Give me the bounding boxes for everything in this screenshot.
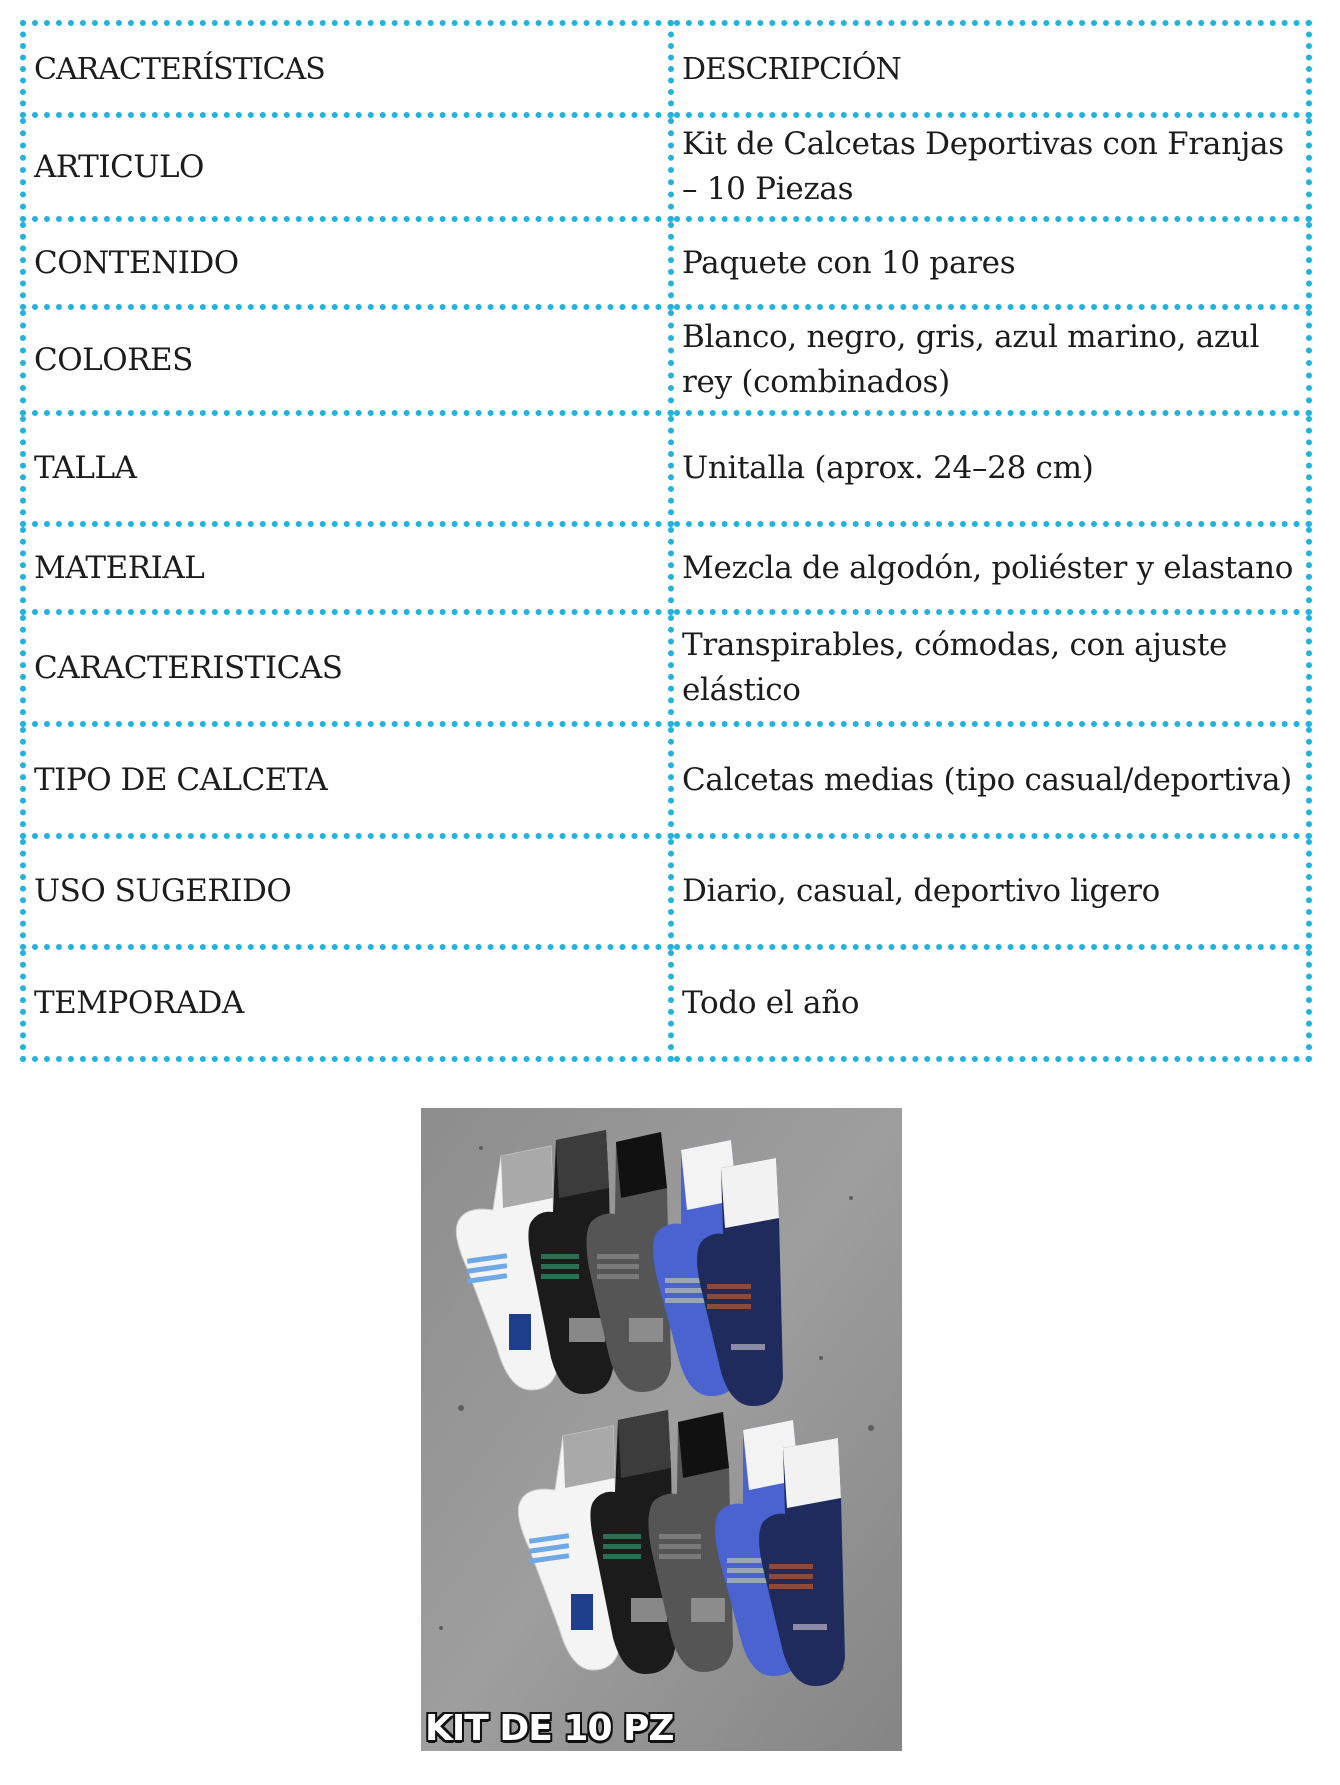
sock-group-top — [456, 1130, 783, 1406]
table-row-temporada — [23, 947, 1309, 1059]
table-row-uso — [23, 836, 1309, 947]
row-key: MATERIAL — [23, 524, 671, 612]
row-key: CARACTERISTICAS — [23, 612, 671, 724]
table-row-material — [23, 524, 1309, 612]
row-value: Mezcla de algodón, poliéster y elastano — [671, 524, 1309, 612]
table-row-caracteristicas — [23, 612, 1309, 724]
row-key: TIPO DE CALCETA — [23, 724, 671, 836]
photo-caption: KIT DE 10 PZ — [425, 1708, 674, 1749]
table-row-tipo — [23, 724, 1309, 836]
table-row-contenido — [23, 219, 1309, 307]
row-value: Blanco, negro, gris, azul marino, azul rey (combinados) — [671, 307, 1309, 413]
row-value: Unitalla (aprox. 24–28 cm) — [671, 413, 1309, 524]
row-key: TEMPORADA — [23, 947, 671, 1059]
row-value: Calcetas medias (tipo casual/deportiva) — [671, 724, 1309, 836]
table-row-articulo — [23, 115, 1309, 219]
spec-table — [20, 20, 1312, 1062]
row-key: COLORES — [23, 307, 671, 413]
row-key: TALLA — [23, 413, 671, 524]
table-row-colores — [23, 307, 1309, 413]
sock-group-bottom — [518, 1410, 845, 1686]
table-row-talla — [23, 413, 1309, 524]
product-photo — [421, 1108, 902, 1751]
socks-illustration — [421, 1108, 902, 1751]
row-key: CONTENIDO — [23, 219, 671, 307]
header-key: CARACTERÍSTICAS — [23, 23, 671, 115]
row-value: Kit de Calcetas Deportivas con Franjas – 10 Piezas — [671, 115, 1309, 219]
row-key: ARTICULO — [23, 115, 671, 219]
header-value: DESCRIPCIÓN — [671, 23, 1309, 115]
row-key: USO SUGERIDO — [23, 836, 671, 947]
row-value: Paquete con 10 pares — [671, 219, 1309, 307]
row-value: Todo el año — [671, 947, 1309, 1059]
table-header-row — [23, 23, 1309, 115]
row-value: Diario, casual, deportivo ligero — [671, 836, 1309, 947]
row-value: Transpirables, cómodas, con ajuste elástico — [671, 612, 1309, 724]
